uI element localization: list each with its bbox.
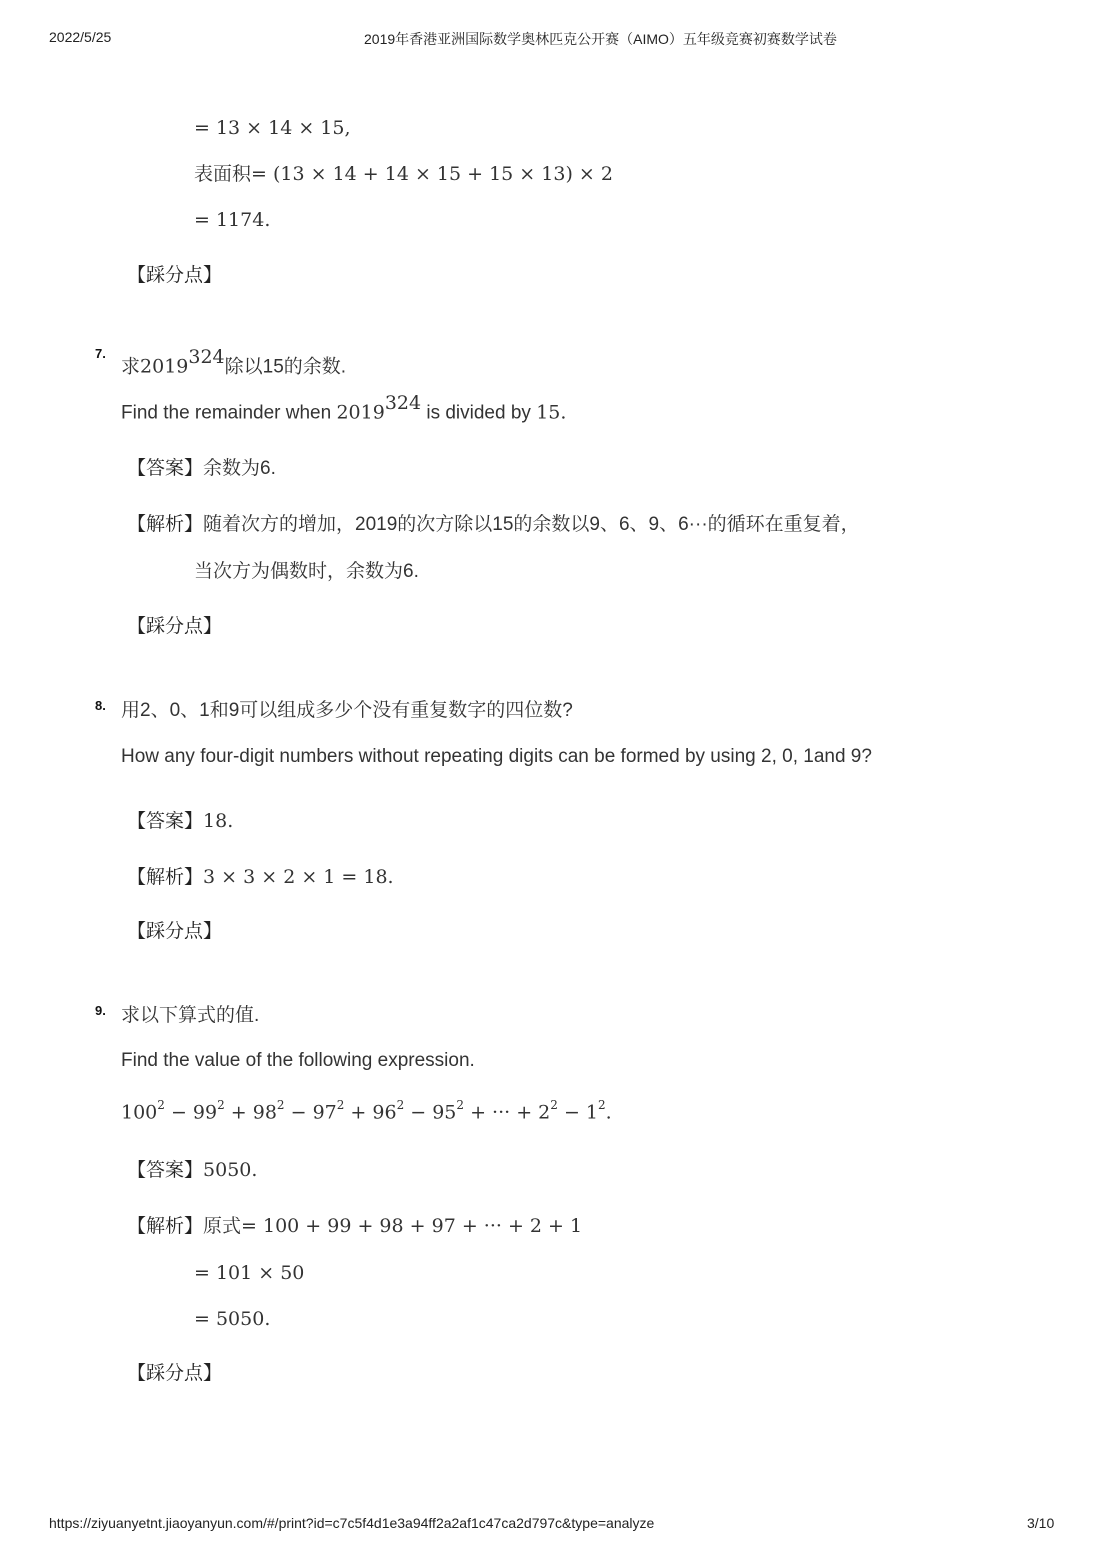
question-9-number: 9. — [95, 1003, 106, 1018]
question-8-answer — [127, 809, 233, 834]
expr-operator: − — [557, 1101, 586, 1124]
expr-term-base: 95 — [432, 1101, 457, 1124]
expr-term-base: 2 — [538, 1101, 551, 1124]
question-9-points-label: 【踩分点】 — [127, 1363, 223, 1384]
question-9-answer — [127, 1158, 257, 1183]
page-number: 3/10 — [1027, 1515, 1055, 1531]
question-9-english: Find the value of the following expression. — [121, 1050, 475, 1071]
prev-solution-line-2 — [194, 162, 613, 187]
question-7-analysis-line-2: 当次方为偶数时，余数为6. — [194, 561, 419, 582]
expr-term-exponent: 2 — [336, 1098, 345, 1112]
expr-term-base: 97 — [312, 1101, 337, 1124]
q7-en-post: is divided by — [421, 402, 537, 424]
question-9-expression — [121, 1095, 612, 1124]
expr-term-exponent: 2 — [456, 1098, 465, 1112]
expr-operator: − — [164, 1101, 193, 1124]
expr-operator: . — [605, 1101, 612, 1124]
expr-term-exponent: 2 — [217, 1098, 225, 1112]
q7-analysis-line-1: 随着次方的增加，2019的次方除以15的余数以9、6、9、6···的循环在重复着， — [203, 514, 860, 535]
page-url: https://ziyuanyetnt.jiaoyanyun.com/#/print?id=c7c5f4d1e3a94ff2a2af1c47ca2d797c&type=analyze — [49, 1515, 655, 1531]
question-9-analysis-line-2: = 101 × 50 — [194, 1262, 305, 1284]
q7-en-pre: Find the remainder when — [121, 402, 337, 424]
q7-zh-post: 除以15的余数. — [224, 356, 347, 378]
question-8-chinese: 用2、0、1和9可以组成多少个没有重复数字的四位数? — [121, 700, 573, 721]
question-9-analysis-line-3: = 5050. — [194, 1308, 271, 1330]
expr-operator: − — [404, 1101, 433, 1124]
print-date: 2022/5/25 — [49, 29, 112, 45]
question-9-analysis — [127, 1214, 582, 1239]
question-9-chinese: 求以下算式的值. — [121, 1005, 260, 1026]
expr-operator: − — [284, 1101, 313, 1124]
expr-operator: + — [344, 1101, 373, 1124]
q7-answer-text: 余数为6. — [203, 458, 276, 479]
expr-term-base: 98 — [252, 1101, 277, 1124]
question-7-analysis — [127, 513, 860, 537]
prev-points-label: 【踩分点】 — [127, 265, 223, 286]
document-title: 2019年香港亚洲国际数学奥林匹克公开赛（AIMO）五年级竞赛初赛数学试卷 — [364, 31, 837, 47]
question-7-points-label: 【踩分点】 — [127, 616, 223, 637]
expr-operator: + ··· + — [464, 1101, 539, 1124]
q7-zh-base: 2019 — [140, 355, 189, 378]
expr-term-exponent: 2 — [396, 1098, 405, 1112]
prev-solution-line-1: = 13 × 14 × 15, — [194, 117, 351, 139]
question-8-number: 8. — [95, 698, 106, 713]
question-7-answer — [127, 457, 276, 481]
answer-label: 【答案】 — [127, 458, 204, 479]
answer-label: 【答案】 — [127, 1160, 204, 1181]
expr-term-exponent: 2 — [550, 1098, 558, 1112]
q8-analysis-text: 3 × 3 × 2 × 1 = 18. — [203, 866, 394, 888]
q8-answer-text: 18. — [203, 810, 234, 832]
q7-en-exp: 324 — [384, 392, 422, 414]
surface-area-formula: = (13 × 14 + 14 × 15 + 15 × 13) × 2 — [251, 163, 613, 185]
question-7-english — [121, 393, 566, 425]
expr-term-base: 100 — [121, 1101, 158, 1124]
expr-term-base: 1 — [585, 1101, 598, 1124]
question-8-points-label: 【踩分点】 — [127, 921, 223, 942]
expr-term-base: 99 — [192, 1101, 218, 1124]
analysis-label: 【解析】 — [127, 1216, 204, 1237]
expr-term-exponent: 2 — [276, 1098, 285, 1112]
surface-area-label: 表面积 — [194, 164, 252, 185]
question-8-english: How any four-digit numbers without repeating digits can be formed by using 2, 0, 1and 9? — [121, 746, 872, 767]
q7-en-base: 2019 — [336, 401, 385, 424]
expr-term-exponent: 2 — [157, 1098, 165, 1112]
expr-operator: + — [224, 1101, 253, 1124]
prev-solution-line-3: = 1174. — [194, 209, 271, 231]
q7-en-num: 15. — [536, 401, 567, 424]
analysis-label: 【解析】 — [127, 867, 204, 888]
q9-analysis-line-1: = 100 + 99 + 98 + 97 + ··· + 2 + 1 — [241, 1215, 583, 1237]
q7-zh-exp: 324 — [188, 346, 225, 368]
expr-term-base: 96 — [372, 1101, 397, 1124]
q7-zh-pre: 求 — [121, 356, 141, 378]
expr-term-exponent: 2 — [598, 1098, 606, 1112]
q9-answer-text: 5050. — [203, 1159, 258, 1181]
q9-original-expression-label: 原式 — [203, 1216, 242, 1237]
analysis-label: 【解析】 — [127, 514, 204, 535]
question-7-number: 7. — [95, 346, 106, 361]
question-8-analysis — [127, 865, 394, 890]
answer-label: 【答案】 — [127, 811, 204, 832]
question-7-chinese — [121, 347, 346, 379]
